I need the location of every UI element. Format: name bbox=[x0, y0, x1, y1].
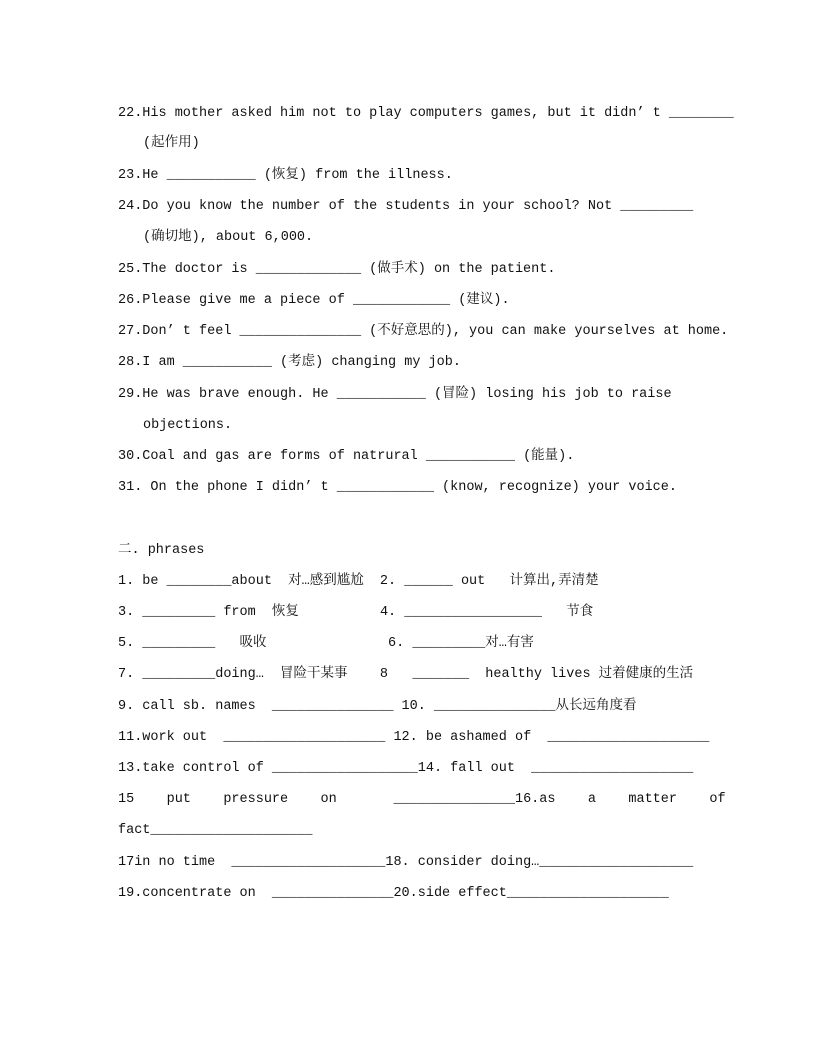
question-27: 27.Don’ t feel _______________ (不好意思的), you can make yourselves at home. bbox=[118, 324, 729, 339]
question-29-cont: objections. bbox=[143, 418, 233, 433]
phrase-row-19: 19.concentrate on _______________20.side effect____________________ bbox=[118, 886, 669, 901]
question-31: 31. On the phone I didn’ t ____________ (know, recognize) your voice. bbox=[118, 480, 677, 495]
question-24: 24.Do you know the number of the students in your school? Not _________ bbox=[118, 199, 694, 214]
phrase-row-15: 15 put pressure on _______________16.as a matter of bbox=[118, 792, 726, 807]
question-25: 25.The doctor is _____________ (做手术) on the patient. bbox=[118, 262, 556, 277]
phrase-row-15-cont: fact____________________ bbox=[118, 823, 313, 838]
question-26: 26.Please give me a piece of ____________ (建议). bbox=[118, 293, 510, 308]
phrase-row-5: 5. _________ 吸收 6. _________对…有害 bbox=[118, 636, 534, 651]
phrase-row-17: 17in no time ___________________18. consider doing…___________________ bbox=[118, 855, 694, 870]
question-22: 22.His mother asked him not to play computers games, but it didn’ t ________ bbox=[118, 106, 734, 121]
phrase-row-9: 9. call sb. names _______________ 10. _______________从长远角度看 bbox=[118, 699, 637, 714]
phrase-row-7: 7. _________doing… 冒险干某事 8 _______ healthy lives 过着健康的生活 bbox=[118, 667, 694, 682]
phrases-heading: 二. phrases bbox=[118, 543, 205, 558]
phrase-row-13: 13.take control of __________________14. fall out ____________________ bbox=[118, 761, 694, 776]
question-30: 30.Coal and gas are forms of natrural ___________ (能量). bbox=[118, 449, 575, 464]
question-23: 23.He ___________ (恢复) from the illness. bbox=[118, 168, 453, 183]
phrase-row-3: 3. _________ from 恢复 4. _________________ 节食 bbox=[118, 605, 594, 620]
question-29: 29.He was brave enough. He ___________ (冒险) losing his job to raise bbox=[118, 387, 672, 402]
phrase-row-11: 11.work out ____________________ 12. be ashamed of ____________________ bbox=[118, 730, 710, 745]
question-28: 28.I am ___________ (考虑) changing my job. bbox=[118, 355, 461, 370]
question-24-cont: (确切地), about 6,000. bbox=[143, 230, 314, 245]
question-22-hint: (起作用) bbox=[143, 136, 200, 151]
phrase-row-1: 1. be ________about 对…感到尴尬 2. ______ out 计算出,弄清楚 bbox=[118, 574, 599, 589]
